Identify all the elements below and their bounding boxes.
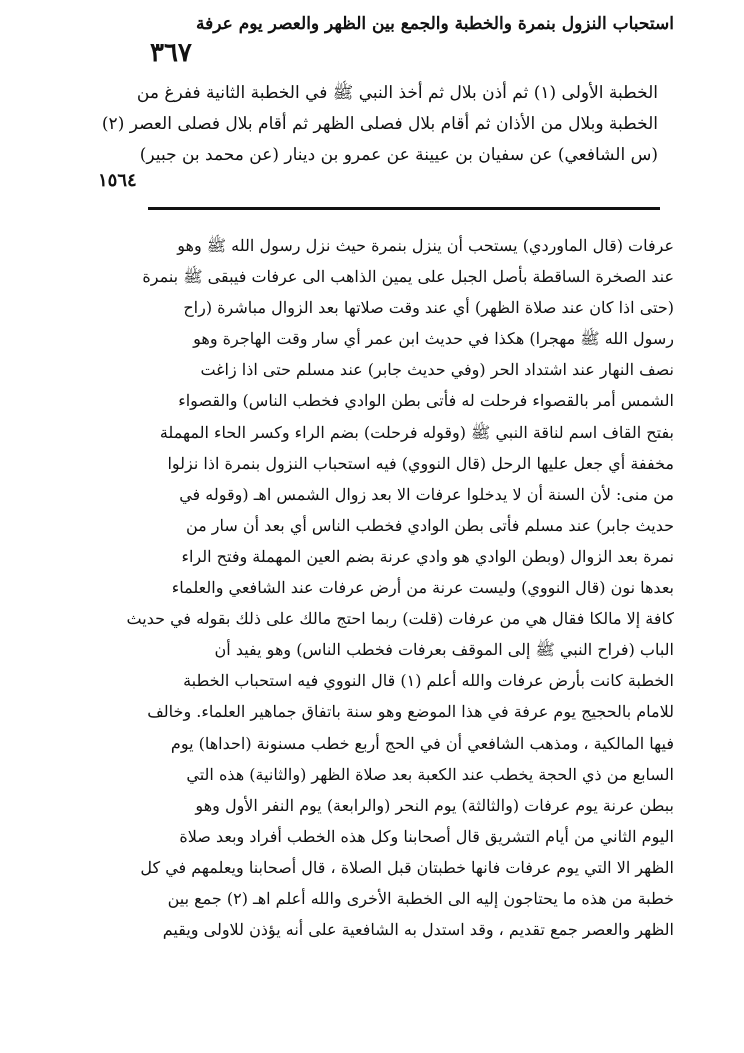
commentary-line: مخففة أي جعل عليها الرحل (قال النووي) فيه استحباب النزول بنمرة اذا نزلوا <box>167 453 674 473</box>
commentary-text <box>84 230 674 945</box>
section-divider <box>148 207 660 210</box>
page-number: ٣٦٧ <box>150 38 192 68</box>
commentary-line: الظهر الا التي يوم عرفات فانها خطبتان قبل الصلاة ، قال أصحابنا ويعلمهم في كل <box>140 857 674 877</box>
commentary-line: نصف النهار عند اشتداد الحر (وفي حديث جابر) عند مسلم حتى اذا زاغت <box>200 360 674 380</box>
hadith-line: (س الشافعي) عن سفيان بن عيينة عن عمرو بن دينار (عن محمد بن جبير) <box>139 145 658 165</box>
commentary-line: بعدها نون (قال النووي) وليست عرنة من أرض عرفات عند الشافعي والعلماء <box>171 578 674 598</box>
commentary-line: حديث جابر) عند مسلم فأتى بطن الوادي فخطب الناس أي بعد أن سار من <box>185 515 674 535</box>
hadith-number: ١٥٦٤ <box>98 170 137 191</box>
commentary-line: السابع من ذي الحجة يخطب عند الكعبة بعد صلاة الظهر (والثانية) هذه التي <box>186 764 674 784</box>
commentary-line: اليوم الثاني من أيام التشريق قال أصحابنا وكل هذه الخطب أفراد وبعد صلاة <box>179 826 674 846</box>
commentary-line: للامام بالحجيج يوم عرفة في هذا الموضع وهو سنة باتفاق جماهير العلماء. وخالف <box>147 702 674 722</box>
commentary-line: الباب (فراح النبي ﷺ إلى الموقف بعرفات فخطب الناس) وهو يفيد أن <box>214 640 674 660</box>
page-header <box>150 14 674 68</box>
commentary-line: نمرة بعد الزوال (وبطن الوادي هو وادي عرنة بضم العين المهملة وفتح الراء <box>181 546 674 566</box>
commentary-line: عند الصخرة الساقطة بأصل الجبل على يمين الذاهب الى عرفات فيبقى ﷺ بنمرة <box>142 267 674 287</box>
commentary-line: الخطبة كانت بأرض عرفات والله أعلم (١) قال النووي فيه استحباب الخطبة <box>183 671 674 691</box>
commentary-line: الشمس أمر بالقصواء فرحلت له فأتى بطن الوادي فخطب الناس) والقصواء <box>178 391 674 411</box>
commentary-line: رسول الله ﷺ مهجرا) هكذا في حديث ابن عمر أي سار وقت الهاجرة وهو <box>193 329 674 349</box>
commentary-line: ببطن عرنة يوم عرفات (والثالثة) يوم النحر (والرابعة) يوم النفر الأول وهو <box>195 795 674 815</box>
commentary-line: بفتح القاف اسم لناقة النبي ﷺ (وقوله فرحلت) بضم الراء وكسر الحاء المهملة <box>159 422 674 442</box>
hadith-line: الخطبة وبلال من الأذان ثم أقام بلال فصلى الظهر ثم أقام بلال فصلى العصر (٢) <box>101 114 658 134</box>
commentary-line: عرفات (قال الماوردي) يستحب أن ينزل بنمرة حيث نزل رسول الله ﷺ وهو <box>177 236 674 255</box>
commentary-line: كافة إلا مالكا فقال هي من عرفات (قلت) ربما احتج مالك على ذلك بقوله في حديث <box>126 609 674 629</box>
commentary-line: فيها المالكية ، ومذهب الشافعي أن في الحج أربع خطب مسنونة (احداها) يوم <box>170 733 674 753</box>
hadith-text <box>101 78 658 171</box>
commentary-line: خطبة من هذه ما يحتاجون إليه الى الخطبة الأخرى والله أعلم اهـ (٢) جمع بين <box>167 888 674 908</box>
commentary-line: من منى: لأن السنة أن لا يدخلوا عرفات الا بعد زوال الشمس اهـ (وقوله في <box>179 484 674 504</box>
hadith-line: الخطبة الأولى (١) ثم أذن بلال ثم أخذ النبي ﷺ في الخطبة الثانية ففرغ من <box>136 83 658 103</box>
commentary-line: (حتى اذا كان عند صلاة الظهر) أي عند وقت صلاتها بعد الزوال مباشرة (راح <box>183 298 674 318</box>
running-title: استحباب النزول بنمرة والخطبة والجمع بين الظهر والعصر يوم عرفة <box>196 14 674 34</box>
commentary-line: الظهر والعصر جمع تقديم ، وقد استدل به الشافعية على أنه يؤذن للاولى ويقيم <box>162 920 674 940</box>
